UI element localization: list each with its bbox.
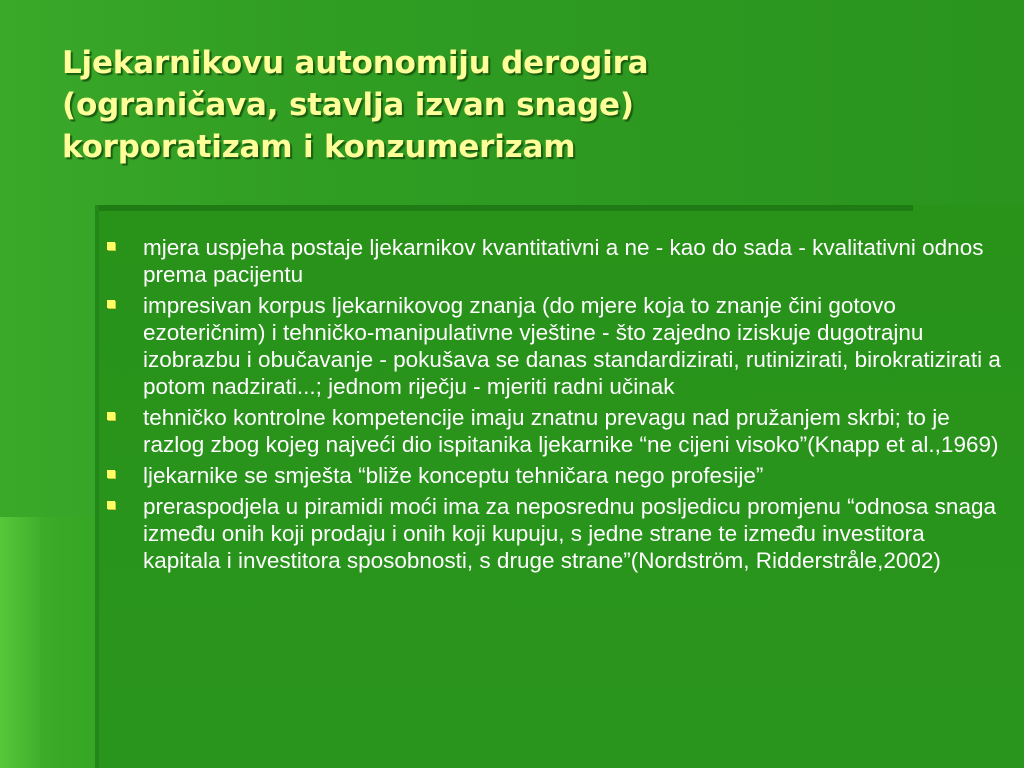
decorative-back-panel-edge [0,517,40,768]
bullet-text-4: ljekarnike se smješta “bliže konceptu tehničara nego profesije” [143,463,764,488]
bullet-item-4 [103,462,1003,489]
decorative-front-panel-top-edge [95,205,913,211]
slide-title-line-1: Ljekarnikovu autonomiju derogira [62,45,649,81]
bullet-text-2: impresivan korpus ljekarnikovog znanja (do mjere koja to znanje čini gotovo ezoteričnim) i tehničko-manipulativne vještine - što zajedno iziskuje dugotrajnu izobrazbu i obučavanje - pokušava se danas standardizirati, rutinizirati, birokratizirati a potom nadzirati...; jednom riječju - mjeriti radni učinak [143,293,1001,399]
slide-title [62,42,1002,168]
bullet-item-1 [103,234,1003,288]
bullet-item-5 [103,493,1003,574]
bullet-text-1: mjera uspjeha postaje ljekarnikov kvantitativni a ne - kao do sada - kvalitativni odnos prema pacijentu [143,235,984,287]
square-bullet-icon [107,300,115,308]
slide-title-line-3: korporatizam i konzumerizam [62,129,576,165]
decorative-front-panel-left-edge [95,205,99,768]
square-bullet-icon [107,412,115,420]
square-bullet-icon [107,242,115,250]
bullet-list [103,234,1003,578]
bullet-item-2 [103,292,1003,400]
slide-title-line-2: (ograničava, stavlja izvan snage) [62,87,634,123]
bullet-item-3 [103,404,1003,458]
bullet-text-3: tehničko kontrolne kompetencije imaju znatnu prevagu nad pružanjem skrbi; to je razlog zbog kojeg najveći dio ispitanika ljekarnike “ne cijeni visoko”(Knapp et al.,1969) [143,405,999,457]
bullet-text-5: preraspodjela u piramidi moći ima za neposrednu posljedicu promjenu “odnosa snaga između onih koji prodaju i onih koji kupuju, s jedne strane te između investitora kapitala i investitora sposobnosti, s druge strane”(Nordström, Ridderstråle,2002) [143,494,996,573]
square-bullet-icon [107,470,115,478]
square-bullet-icon [107,501,115,509]
